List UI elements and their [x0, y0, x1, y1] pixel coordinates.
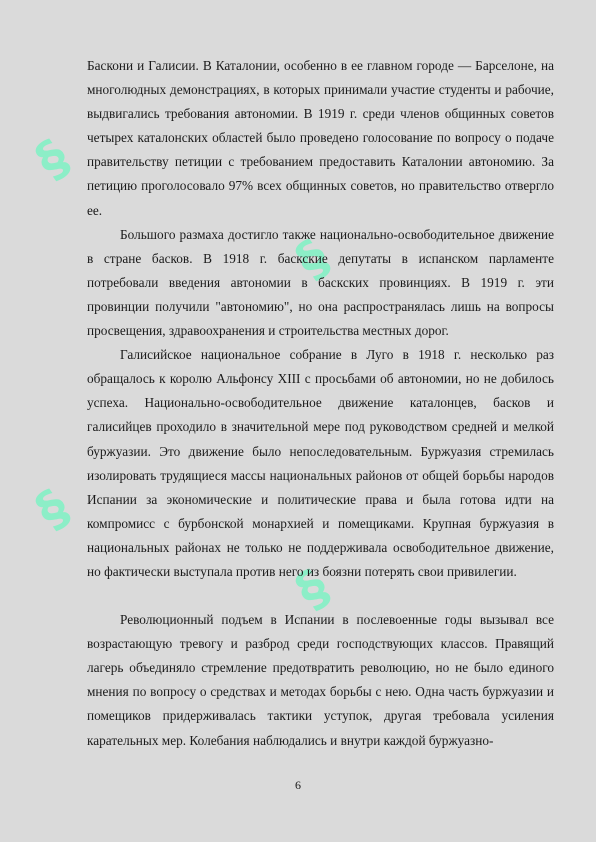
watermark-mark: § — [25, 478, 80, 540]
watermark-mark: § — [285, 558, 340, 620]
paragraph-4: Революционный подъем в Испании в послевоенные годы вызывал все возрастающую тревогу и разброд среди господствующих классов. Правящий лагерь объединяло стремление предотвратить революцию, но не было единого мнения по вопросу о средствах и методах борьбы с нею. Одна часть буржуазии и помещиков придерживалась тактики уступок, другая требовала усиления карательных мер. Колебания наблюдались и внутри каждой буржуазно- — [87, 612, 554, 748]
body-text — [87, 54, 554, 753]
paragraph-1: Баскони и Галисии. В Каталонии, особенно в ее главном городе — Барселоне, на многолюдных демонстрациях, в которых принимали участие студенты и рабочие, выдвигались требования автономии. В 1919 г. среди членов общинных советов четырех каталонских областей было проведено голосование по вопросу о подаче правительству петиции с требованием предоставить Каталонии автономию. За петицию проголосовало 97% всех общинных советов, но правительство отвергло ее. — [87, 58, 554, 218]
paragraph-3: Галисийское национальное собрание в Луго в 1918 г. несколько раз обращалось к королю Альфонсу XIII с просьбами об автономии, но не добилось успеха. Национально-освободительное движение каталонцев, басков и галисийцев проходило в значительной мере под руководством средней и мелкой буржуазии. Это движение было непоследовательным. Буржуазия стремилась изолировать трудящиеся массы национальных районов от общей борьбы народов Испании за экономические и политические права и была готова идти на компромисс с бурбонской монархией и помещиками. Крупная буржуазия в национальных районах не только не поддерживала освободительное движение, но фактически выступала против него из боязни потерять свои привилегии. — [87, 347, 554, 579]
page-number: 6 — [295, 778, 301, 792]
paragraph-2: Большого размаха достигло также национально-освободительное движение в стране басков. В 1918 г. баскские депутаты в испанском парламенте потребовали введения автономии в баскских провинциях. В 1919 г. эти провинции получили "автономию", но она распространялась лишь на вопросы просвещения, здравоохранения и строительства местных дорог. — [87, 226, 554, 339]
watermark-mark: § — [285, 228, 340, 290]
watermark-mark: § — [25, 128, 80, 190]
